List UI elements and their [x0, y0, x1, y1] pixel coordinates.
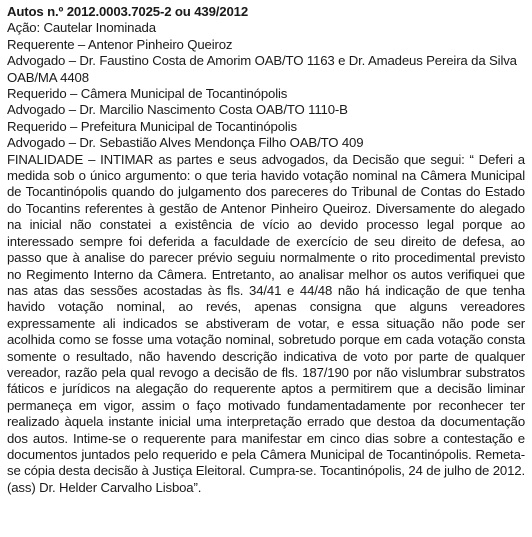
plaintiff-lawyers-oab-line: OAB/MA 4408	[7, 69, 89, 85]
court-notice	[7, 4, 525, 496]
plaintiff-lawyers-line: Advogado – Dr. Faustino Costa de Amorim OAB/TO 1163 e Dr. Amadeus Pereira da Silva	[7, 53, 517, 69]
action-type: Ação: Cautelar Inominada	[7, 20, 156, 36]
decision-paragraph: FINALIDADE – INTIMAR as partes e seus advogados, da Decisão que segui: “ Deferi a medida sob o único argumento: o que teria havido votação nominal na Câmera Municipal de Tocantinópolis quando do julgamento dos pareceres do Tribunal de Contas do Estado do Tocantins referentes à gestão de Antenor Pinheiro Queiroz. Diversamente do alegado na inicial não constatei a existência de vício ao devido processo legal porque ao interessado sempre foi deferida a faculdade de exercício de seu direito de defesa, ao passo que à analise do parecer prévio seguiu normalmente o rito procedimental previsto no Regimento Interno da Câmera. Entretanto, ao analisar melhor os autos verifiquei que nas atas das sessões acostadas às fls. 34/41 e 44/48 não há indicação de que tenha havido votação nominal, ao revés, apenas consigna que alguns vereadores expressamente ali indicados se abstiveram de votar, e essa situação não pode ser acolhida como se fosse uma votação nominal, sobretudo porque em cada votação consta somente o resultado, não havendo descrição indicativa de voto por parte de qualquer vereador, razão pela qual revogo a decisão de fls. 187/190 por não vislumbrar substratos fáticos e jurídicos na alegação do requerente aptos a permitirem que a decisão liminar permaneça em vigor, assim o faço motivado fundamentadamente por reconhecer ter realizado àquela instante inicial uma interpretação errado que destoa da documentação dos autos. Intime-se o requerente para manifestar em cinco dias sobre a contestação e documentos juntados pelo requerido e pela Câmera Municipal de Tocantinópolis. Remeta-se cópia desta decisão à Justiça Eleitoral. Cumpra-se. Tocantinópolis, 24 de julho de 2012. (ass) Dr. Helder Carvalho Lisboa”.	[7, 151, 525, 495]
defendant-prefecture-lawyer-line: Advogado – Dr. Sebastião Alves Mendonça Filho OAB/TO 409	[7, 135, 364, 151]
case-number-title: Autos n.º 2012.0003.7025-2 ou 439/2012	[7, 4, 249, 19]
defendant-chamber-line: Requerido – Câmera Municipal de Tocantinópolis	[7, 86, 288, 102]
defendant-chamber-lawyer-line: Advogado – Dr. Marcilio Nascimento Costa OAB/TO 1110-B	[7, 102, 348, 118]
defendant-prefecture-line: Requerido – Prefeitura Municipal de Tocantinópolis	[7, 118, 297, 134]
plaintiff-line: Requerente – Antenor Pinheiro Queiroz	[7, 36, 233, 52]
